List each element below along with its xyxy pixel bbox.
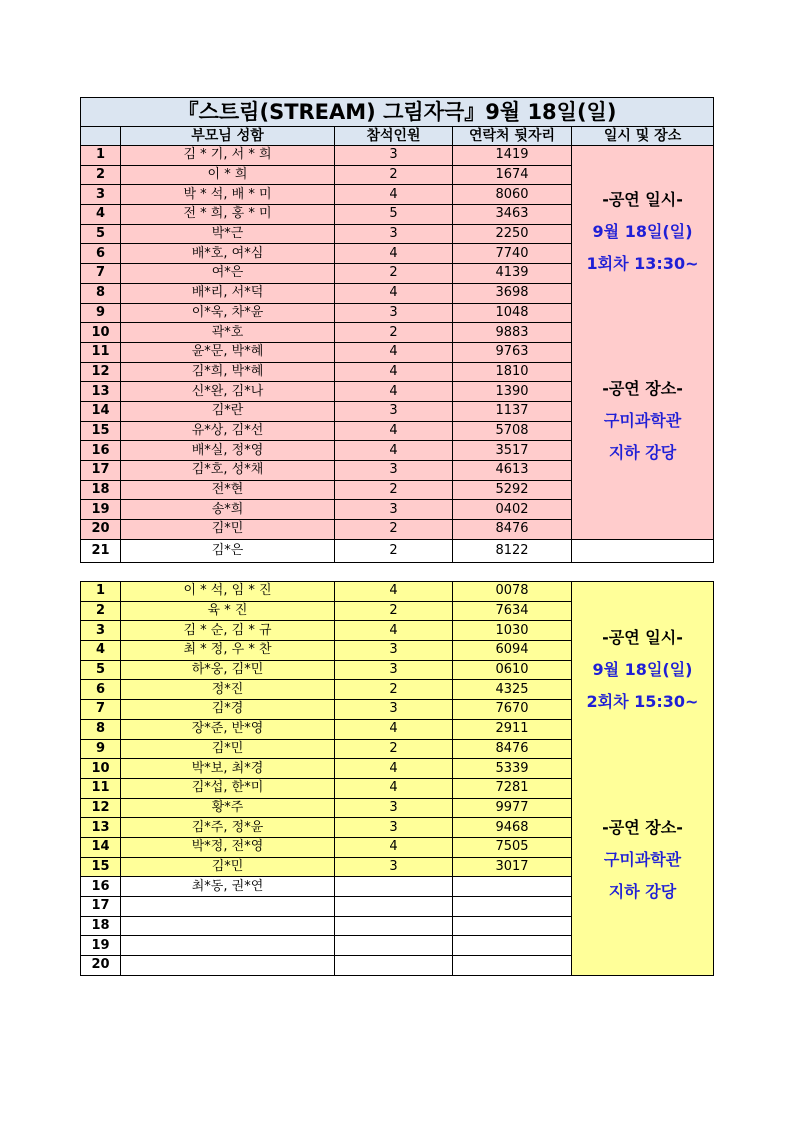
row-count: 2 [335, 539, 453, 562]
row-name: 하*웅, 김*민 [121, 660, 335, 680]
row-phone [453, 897, 572, 917]
row-phone: 5339 [453, 759, 572, 779]
row-phone: 9763 [453, 342, 572, 362]
row-number: 2 [81, 601, 121, 621]
row-number: 12 [81, 798, 121, 818]
place-label: -공연 장소- [602, 379, 683, 398]
row-name: 김*희, 박*혜 [121, 362, 335, 382]
place-name: 구미과학관 [603, 850, 682, 869]
row-count: 3 [335, 660, 453, 680]
place-name: 구미과학관 [603, 411, 682, 430]
page-title: 『스트림(STREAM) 그림자극』9월 18일(일) [81, 98, 714, 127]
row-name: 장*준, 반*영 [121, 719, 335, 739]
row-count: 2 [335, 680, 453, 700]
row-name: 육 * 진 [121, 601, 335, 621]
session1-table [80, 97, 714, 563]
row-phone: 9977 [453, 798, 572, 818]
row-number: 1 [81, 146, 121, 166]
row-phone [453, 877, 572, 897]
row-name: 정*진 [121, 680, 335, 700]
header-no [81, 127, 121, 146]
row-name: 김 * 기, 서 * 희 [121, 146, 335, 166]
row-phone [453, 916, 572, 936]
row-number: 3 [81, 185, 121, 205]
row-count: 3 [335, 303, 453, 323]
place-room: 지하 강당 [608, 882, 677, 901]
row-number: 10 [81, 323, 121, 343]
row-phone: 1674 [453, 165, 572, 185]
row-name: 이*욱, 차*윤 [121, 303, 335, 323]
row-count: 3 [335, 146, 453, 166]
row-count: 3 [335, 641, 453, 661]
row-phone: 3517 [453, 441, 572, 461]
row-number: 20 [81, 956, 121, 976]
row-count: 2 [335, 739, 453, 759]
row-phone: 2911 [453, 719, 572, 739]
row-name: 이 * 희 [121, 165, 335, 185]
row-number: 7 [81, 700, 121, 720]
row-phone [453, 956, 572, 976]
row-number: 20 [81, 520, 121, 540]
row-count: 2 [335, 323, 453, 343]
row-number: 8 [81, 719, 121, 739]
row-count: 3 [335, 500, 453, 520]
row-phone: 7740 [453, 244, 572, 264]
row-number: 7 [81, 264, 121, 284]
row-number: 19 [81, 936, 121, 956]
schedule-info-cell [572, 582, 714, 976]
row-phone: 0610 [453, 660, 572, 680]
row-name [121, 956, 335, 976]
row-phone: 7634 [453, 601, 572, 621]
empty-info-cell [572, 539, 714, 562]
row-name [121, 936, 335, 956]
row-name: 곽*호 [121, 323, 335, 343]
row-number: 3 [81, 621, 121, 641]
row-number: 10 [81, 759, 121, 779]
row-number: 13 [81, 382, 121, 402]
row-phone: 1048 [453, 303, 572, 323]
row-phone: 1137 [453, 401, 572, 421]
row-count: 4 [335, 719, 453, 739]
row-name: 김*은 [121, 539, 335, 562]
row-name [121, 916, 335, 936]
row-phone: 4613 [453, 461, 572, 481]
date-label: -공연 일시- [602, 628, 683, 647]
date-value: 9월 18일(일) [592, 660, 693, 679]
row-name: 박*정, 전*영 [121, 837, 335, 857]
row-name: 박 * 석, 배 * 미 [121, 185, 335, 205]
row-phone: 8122 [453, 539, 572, 562]
row-count: 3 [335, 401, 453, 421]
row-count: 4 [335, 621, 453, 641]
row-number: 13 [81, 818, 121, 838]
row-number: 8 [81, 283, 121, 303]
row-phone: 7281 [453, 778, 572, 798]
header-name: 부모님 성함 [121, 127, 335, 146]
date-label: -공연 일시- [602, 190, 683, 209]
row-count: 4 [335, 759, 453, 779]
row-name: 김 * 순, 김 * 규 [121, 621, 335, 641]
row-name: 배*호, 여*심 [121, 244, 335, 264]
row-number: 6 [81, 680, 121, 700]
row-phone: 1419 [453, 146, 572, 166]
row-phone: 5292 [453, 480, 572, 500]
time-value: 1회차 13:30~ [586, 254, 699, 273]
row-phone: 1390 [453, 382, 572, 402]
row-count: 2 [335, 480, 453, 500]
place-room: 지하 강당 [608, 443, 677, 462]
row-phone: 2250 [453, 224, 572, 244]
row-name: 김*민 [121, 857, 335, 877]
row-number: 16 [81, 877, 121, 897]
row-number: 5 [81, 224, 121, 244]
row-name: 김*호, 성*채 [121, 461, 335, 481]
row-count: 4 [335, 362, 453, 382]
row-name: 유*상, 김*선 [121, 421, 335, 441]
date-block [572, 184, 713, 280]
schedule-info-cell [572, 146, 714, 540]
row-count: 3 [335, 798, 453, 818]
row-number: 11 [81, 342, 121, 362]
row-phone: 9468 [453, 818, 572, 838]
row-name: 김*섭, 한*미 [121, 778, 335, 798]
row-phone: 4325 [453, 680, 572, 700]
row-number: 17 [81, 461, 121, 481]
row-phone: 3698 [453, 283, 572, 303]
row-phone: 8476 [453, 739, 572, 759]
row-name: 배*실, 정*영 [121, 441, 335, 461]
row-phone: 0402 [453, 500, 572, 520]
date-block [572, 622, 713, 718]
row-phone: 8476 [453, 520, 572, 540]
row-name: 김*경 [121, 700, 335, 720]
table-row [81, 582, 714, 602]
row-phone: 6094 [453, 641, 572, 661]
row-name: 송*희 [121, 500, 335, 520]
row-name: 최 * 정, 우 * 찬 [121, 641, 335, 661]
row-count: 4 [335, 342, 453, 362]
row-name: 이 * 석, 임 * 진 [121, 582, 335, 602]
row-name: 신*완, 김*나 [121, 382, 335, 402]
row-number: 5 [81, 660, 121, 680]
row-name: 윤*문, 박*혜 [121, 342, 335, 362]
row-count: 4 [335, 244, 453, 264]
row-number: 12 [81, 362, 121, 382]
row-count: 3 [335, 224, 453, 244]
row-name: 박*보, 최*경 [121, 759, 335, 779]
row-count: 3 [335, 461, 453, 481]
row-number: 17 [81, 897, 121, 917]
row-count: 3 [335, 700, 453, 720]
table-row [81, 146, 714, 166]
row-count: 4 [335, 185, 453, 205]
row-count: 4 [335, 382, 453, 402]
row-number: 16 [81, 441, 121, 461]
row-count: 5 [335, 205, 453, 225]
row-count [335, 916, 453, 936]
row-name: 전*현 [121, 480, 335, 500]
row-count: 2 [335, 264, 453, 284]
row-count [335, 956, 453, 976]
row-name [121, 897, 335, 917]
row-phone: 3017 [453, 857, 572, 877]
row-number: 15 [81, 421, 121, 441]
row-number: 14 [81, 401, 121, 421]
row-phone: 8060 [453, 185, 572, 205]
header-phone: 연락처 뒷자리 [453, 127, 572, 146]
row-number: 21 [81, 539, 121, 562]
session2-table [80, 581, 714, 976]
row-phone [453, 936, 572, 956]
row-number: 19 [81, 500, 121, 520]
row-count: 4 [335, 283, 453, 303]
row-count: 4 [335, 441, 453, 461]
row-number: 9 [81, 303, 121, 323]
row-number: 11 [81, 778, 121, 798]
row-phone: 3463 [453, 205, 572, 225]
row-phone: 7670 [453, 700, 572, 720]
row-count: 2 [335, 165, 453, 185]
row-count: 4 [335, 582, 453, 602]
place-label: -공연 장소- [602, 818, 683, 837]
date-value: 9월 18일(일) [592, 222, 693, 241]
row-count: 4 [335, 778, 453, 798]
row-number: 9 [81, 739, 121, 759]
row-count: 3 [335, 857, 453, 877]
row-phone: 1030 [453, 621, 572, 641]
row-name: 최*동, 권*연 [121, 877, 335, 897]
row-phone: 0078 [453, 582, 572, 602]
row-name: 황*주 [121, 798, 335, 818]
row-phone: 9883 [453, 323, 572, 343]
row-count: 4 [335, 421, 453, 441]
row-name: 배*리, 서*덕 [121, 283, 335, 303]
row-number: 6 [81, 244, 121, 264]
row-number: 18 [81, 916, 121, 936]
row-name: 김*민 [121, 739, 335, 759]
row-name: 박*근 [121, 224, 335, 244]
row-phone: 7505 [453, 837, 572, 857]
row-number: 4 [81, 205, 121, 225]
row-count [335, 877, 453, 897]
time-value: 2회차 15:30~ [586, 692, 699, 711]
row-number: 1 [81, 582, 121, 602]
row-phone: 5708 [453, 421, 572, 441]
row-name: 김*란 [121, 401, 335, 421]
row-number: 4 [81, 641, 121, 661]
header-count: 참석인원 [335, 127, 453, 146]
row-name: 여*은 [121, 264, 335, 284]
row-count [335, 897, 453, 917]
row-number: 18 [81, 480, 121, 500]
row-name: 김*주, 정*윤 [121, 818, 335, 838]
row-name: 김*민 [121, 520, 335, 540]
row-count [335, 936, 453, 956]
row-name: 전 * 희, 홍 * 미 [121, 205, 335, 225]
row-phone: 1810 [453, 362, 572, 382]
table-row [81, 539, 714, 562]
row-phone: 4139 [453, 264, 572, 284]
row-number: 15 [81, 857, 121, 877]
row-number: 2 [81, 165, 121, 185]
row-count: 2 [335, 601, 453, 621]
row-count: 3 [335, 818, 453, 838]
row-count: 2 [335, 520, 453, 540]
place-block [572, 373, 713, 469]
header-info: 일시 및 장소 [572, 127, 714, 146]
row-count: 4 [335, 837, 453, 857]
place-block [572, 812, 713, 908]
row-number: 14 [81, 837, 121, 857]
